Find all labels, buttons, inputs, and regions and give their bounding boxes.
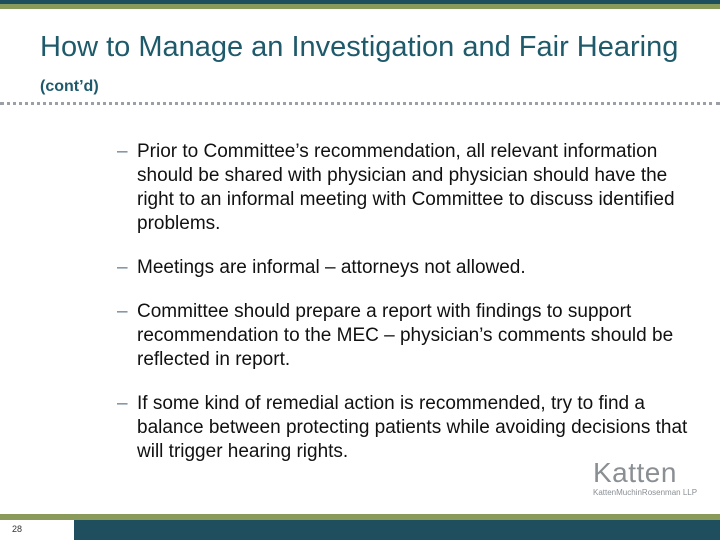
slide-title: [40, 30, 680, 104]
bullet-dash: –: [117, 141, 128, 162]
bullet-text: Meetings are informal – attorneys not allowed.: [137, 257, 526, 278]
slide-title-main: How to Manage an Investigation and Fair Hearing: [40, 31, 679, 63]
top-dark-stripe: [0, 0, 720, 4]
bullet-dash: –: [117, 301, 128, 322]
page-number: 28: [12, 524, 23, 534]
slide-title-sub: (cont’d): [40, 78, 99, 95]
bullet-item: [117, 392, 702, 464]
title-divider: [0, 102, 720, 105]
bullet-text: Prior to Committee’s recommendation, all relevant information should be shared with physician and physician should have the right to an informal meeting with Committee to discuss identified problems.: [137, 141, 675, 234]
bullet-item: [117, 140, 702, 236]
logo-wordmark: Katten: [593, 457, 677, 488]
bullet-item: [117, 300, 702, 372]
bullet-dash: –: [117, 257, 128, 278]
bullet-dash: –: [117, 393, 128, 414]
bottom-bar: [0, 520, 720, 540]
bullet-text: If some kind of remedial action is recommended, try to find a balance between protecting patients while avoiding decisions that will trigger hearing rights.: [137, 393, 688, 462]
katten-logo: [593, 458, 705, 500]
bullet-list: [117, 140, 702, 484]
bullet-item: [117, 256, 702, 280]
bullet-text: Committee should prepare a report with findings to support recommendation to the MEC – physician’s comments should be reflected in report.: [137, 301, 674, 370]
logo-subtitle: KattenMuchinRosenman LLP: [593, 488, 698, 497]
